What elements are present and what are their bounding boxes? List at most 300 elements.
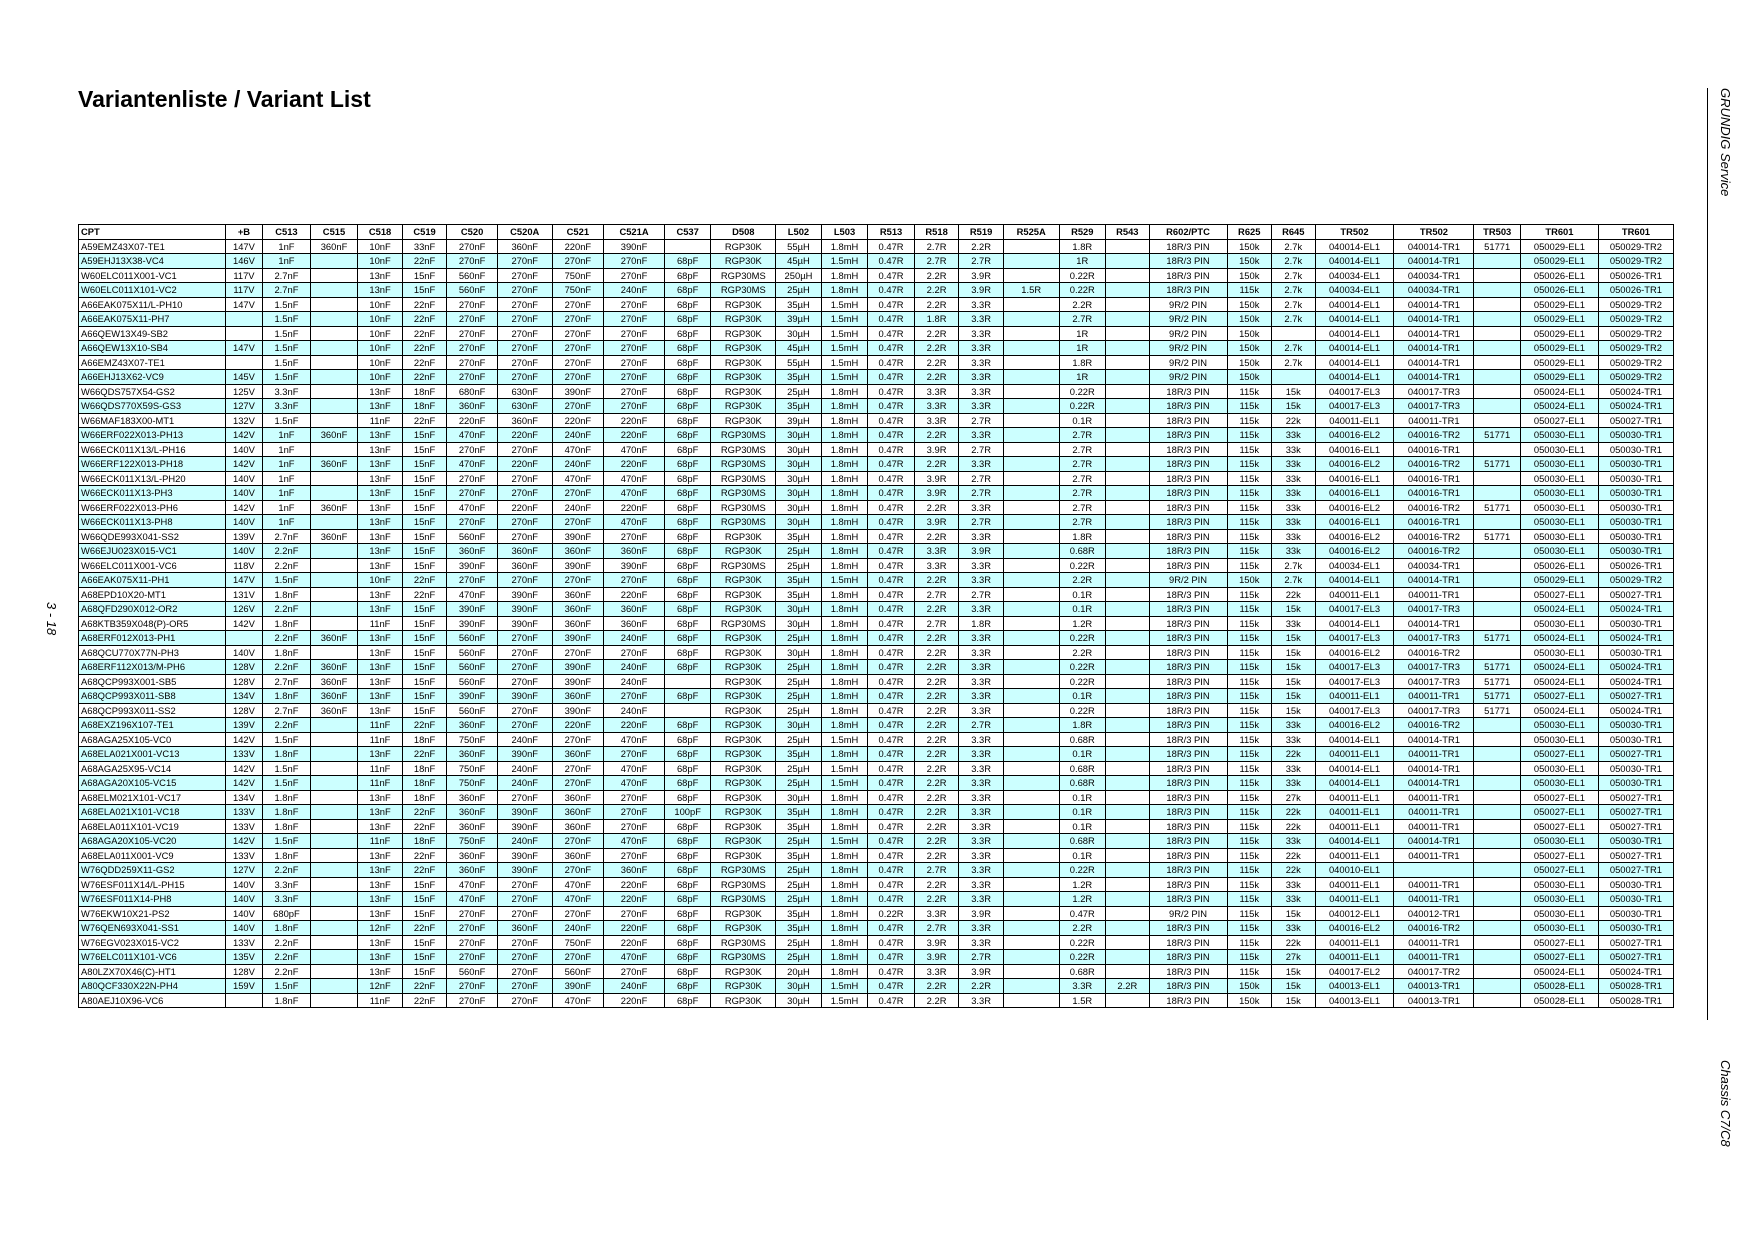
table-cell: 220nF — [604, 413, 665, 428]
table-cell: 050030-EL1 — [1520, 892, 1598, 907]
table-cell: 270nF — [447, 906, 498, 921]
table-cell: 150k — [1227, 312, 1272, 327]
table-cell: 040016-TR2 — [1394, 457, 1474, 472]
table-cell: 270nF — [497, 950, 552, 965]
table-row — [79, 428, 1674, 443]
table-cell — [664, 674, 711, 689]
table-cell: 115k — [1227, 747, 1272, 762]
table-cell: 2.7nF — [263, 529, 311, 544]
table-cell — [1003, 906, 1059, 921]
table-cell: 22nF — [402, 921, 447, 936]
table-row — [79, 993, 1674, 1008]
table-cell: 150k — [1227, 370, 1272, 385]
table-cell: 68pF — [664, 384, 711, 399]
table-cell: 240nF — [604, 979, 665, 994]
table-cell: 30µH — [776, 515, 822, 530]
table-cell — [1474, 993, 1521, 1008]
table-cell: 270nF — [497, 631, 552, 646]
table-cell: 270nF — [497, 718, 552, 733]
table-cell: 560nF — [447, 645, 498, 660]
margin-rule — [1707, 88, 1708, 1020]
table-cell: RGP30K — [711, 326, 776, 341]
table-cell: 51771 — [1474, 428, 1521, 443]
table-cell: 3.3R — [959, 776, 1004, 791]
table-cell: 0.47R — [868, 950, 915, 965]
table-cell — [1106, 906, 1150, 921]
table-cell: 470nF — [447, 457, 498, 472]
table-cell: 25µH — [776, 892, 822, 907]
table-cell: 040016-EL2 — [1315, 921, 1394, 936]
table-cell: RGP30K — [711, 776, 776, 791]
table-cell: 0.47R — [868, 645, 915, 660]
table-cell — [310, 544, 358, 559]
table-cell: 050030-EL1 — [1520, 442, 1598, 457]
table-cell — [1474, 877, 1521, 892]
table-cell — [1003, 645, 1059, 660]
table-cell: RGP30K — [711, 239, 776, 254]
table-cell: 360nF — [497, 413, 552, 428]
table-cell: 0.47R — [868, 674, 915, 689]
table-cell: 150k — [1227, 254, 1272, 269]
table-cell: 1.8mH — [821, 921, 868, 936]
table-cell: 15nF — [402, 660, 447, 675]
table-cell: 13nF — [358, 703, 403, 718]
table-cell: 270nF — [497, 312, 552, 327]
table-cell: 15k — [1272, 399, 1316, 414]
table-cell: 040011-EL1 — [1315, 950, 1394, 965]
table-cell: 050030-TR1 — [1598, 442, 1673, 457]
table-cell — [1003, 558, 1059, 573]
table-cell — [1106, 355, 1150, 370]
table-cell: 18nF — [402, 384, 447, 399]
table-cell: 18R/3 PIN — [1149, 703, 1227, 718]
table-cell: 470nF — [552, 442, 604, 457]
table-cell — [310, 602, 358, 617]
table-cell: 0.1R — [1059, 602, 1106, 617]
table-cell: 240nF — [604, 660, 665, 675]
table-cell: 270nF — [604, 326, 665, 341]
table-cell: 13nF — [358, 674, 403, 689]
table-cell: 050030-EL1 — [1520, 877, 1598, 892]
table-cell: 050027-EL1 — [1520, 819, 1598, 834]
table-cell: 2.7nF — [263, 268, 311, 283]
table-cell: 040016-EL2 — [1315, 529, 1394, 544]
table-cell: 040011-EL1 — [1315, 892, 1394, 907]
table-cell: 0.47R — [868, 529, 915, 544]
table-cell: 150k — [1227, 239, 1272, 254]
page-number: 3 - 18 — [44, 602, 59, 636]
table-cell: 040011-TR1 — [1394, 848, 1474, 863]
table-cell — [1003, 718, 1059, 733]
table-cell: 30µH — [776, 645, 822, 660]
table-cell: 2.2R — [1059, 297, 1106, 312]
table-cell: 133V — [225, 935, 262, 950]
table-cell: 18nF — [402, 399, 447, 414]
table-cell: RGP30K — [711, 703, 776, 718]
table-cell: 68pF — [664, 747, 711, 762]
table-cell: 040016-EL2 — [1315, 718, 1394, 733]
cpt-cell: A68ERF112X013/M-PH6 — [79, 660, 226, 675]
table-cell: 1.8nF — [263, 645, 311, 660]
table-cell: 68pF — [664, 428, 711, 443]
table-row — [79, 471, 1674, 486]
table-cell: 040011-EL1 — [1315, 935, 1394, 950]
table-cell: 68pF — [664, 761, 711, 776]
table-cell: 390nF — [497, 819, 552, 834]
table-cell: 360nF — [552, 616, 604, 631]
table-cell: 1.8mH — [821, 602, 868, 617]
table-cell — [1474, 819, 1521, 834]
table-cell: 220nF — [447, 413, 498, 428]
table-cell: 13nF — [358, 268, 403, 283]
table-cell: 390nF — [447, 558, 498, 573]
table-cell: 040011-TR1 — [1394, 877, 1474, 892]
table-cell: 360nF — [552, 602, 604, 617]
table-cell: 68pF — [664, 471, 711, 486]
table-cell: 1nF — [263, 457, 311, 472]
table-cell: 147V — [225, 573, 262, 588]
table-cell: 115k — [1227, 399, 1272, 414]
table-cell: 35µH — [776, 529, 822, 544]
table-cell: 10nF — [358, 370, 403, 385]
table-cell: 115k — [1227, 863, 1272, 878]
table-cell: 040014-EL1 — [1315, 239, 1394, 254]
table-cell — [1003, 848, 1059, 863]
table-cell: 142V — [225, 457, 262, 472]
cpt-cell: A80LZX70X46(C)-HT1 — [79, 964, 226, 979]
table-cell: RGP30K — [711, 413, 776, 428]
table-cell: 050030-EL1 — [1520, 616, 1598, 631]
table-row — [79, 834, 1674, 849]
table-cell — [1474, 399, 1521, 414]
table-cell: 050027-EL1 — [1520, 935, 1598, 950]
table-cell: 270nF — [552, 355, 604, 370]
table-cell: 0.1R — [1059, 805, 1106, 820]
table-cell: 115k — [1227, 935, 1272, 950]
table-cell: 18R/3 PIN — [1149, 718, 1227, 733]
table-cell: 68pF — [664, 558, 711, 573]
table-cell — [1003, 964, 1059, 979]
table-cell: 142V — [225, 834, 262, 849]
table-cell: 1.5mH — [821, 776, 868, 791]
table-cell: 1.8mH — [821, 399, 868, 414]
table-cell: 470nF — [604, 471, 665, 486]
table-cell: RGP30K — [711, 747, 776, 762]
table-cell: 1nF — [263, 515, 311, 530]
table-cell: 390nF — [447, 616, 498, 631]
table-cell: 270nF — [552, 950, 604, 965]
table-cell: 0.1R — [1059, 587, 1106, 602]
table-cell — [310, 413, 358, 428]
table-cell: 270nF — [604, 747, 665, 762]
table-cell — [310, 616, 358, 631]
table-cell: 270nF — [604, 341, 665, 356]
table-cell: 68pF — [664, 341, 711, 356]
table-cell — [1474, 732, 1521, 747]
table-row — [79, 964, 1674, 979]
table-cell — [1106, 790, 1150, 805]
table-cell: 0.47R — [868, 355, 915, 370]
table-cell: 15nF — [402, 529, 447, 544]
table-cell: 0.47R — [868, 761, 915, 776]
table-cell: 270nF — [604, 384, 665, 399]
table-cell: 0.47R — [868, 500, 915, 515]
table-cell: 18R/3 PIN — [1149, 631, 1227, 646]
table-cell — [1474, 645, 1521, 660]
table-cell: 1.5nF — [263, 979, 311, 994]
table-cell: 050029-TR2 — [1598, 573, 1673, 588]
table-cell: 25µH — [776, 283, 822, 298]
table-cell — [1106, 544, 1150, 559]
table-cell: 0.47R — [868, 399, 915, 414]
table-cell: 1.8mH — [821, 790, 868, 805]
table-cell: 1.8mH — [821, 428, 868, 443]
table-cell: 0.22R — [1059, 935, 1106, 950]
table-cell — [1003, 660, 1059, 675]
table-cell: 18R/3 PIN — [1149, 993, 1227, 1008]
table-cell: 0.47R — [868, 341, 915, 356]
table-cell: 68pF — [664, 268, 711, 283]
table-cell: 1.8R — [1059, 718, 1106, 733]
table-cell: 0.47R — [868, 544, 915, 559]
table-cell: 15nF — [402, 500, 447, 515]
table-cell: 1.8nF — [263, 616, 311, 631]
table-cell: 30µH — [776, 616, 822, 631]
table-cell: 115k — [1227, 906, 1272, 921]
table-cell: 3.3R — [959, 747, 1004, 762]
table-cell: 35µH — [776, 906, 822, 921]
cpt-cell: A68AGA20X105-VC15 — [79, 776, 226, 791]
table-cell: 040011-TR1 — [1394, 413, 1474, 428]
table-cell: 3.3R — [959, 921, 1004, 936]
table-cell — [1474, 964, 1521, 979]
table-cell: 0.1R — [1059, 689, 1106, 704]
table-cell — [1106, 805, 1150, 820]
table-cell: 51771 — [1474, 500, 1521, 515]
table-cell: 51771 — [1474, 660, 1521, 675]
table-cell: 040012-TR1 — [1394, 906, 1474, 921]
table-cell: 68pF — [664, 848, 711, 863]
table-cell: 040016-TR2 — [1394, 544, 1474, 559]
table-cell: 1.8mH — [821, 457, 868, 472]
table-cell: 128V — [225, 674, 262, 689]
table-cell: 270nF — [497, 326, 552, 341]
table-cell: 0.47R — [868, 297, 915, 312]
table-cell: 360nF — [552, 805, 604, 820]
table-cell: 3.3R — [959, 834, 1004, 849]
table-cell: 15k — [1272, 631, 1316, 646]
table-cell: 240nF — [497, 776, 552, 791]
table-cell — [1474, 921, 1521, 936]
table-row — [79, 500, 1674, 515]
table-cell: 2.2R — [959, 979, 1004, 994]
table-cell: 22nF — [402, 573, 447, 588]
table-cell: 15nF — [402, 471, 447, 486]
table-cell: 390nF — [497, 689, 552, 704]
table-cell: 142V — [225, 616, 262, 631]
table-cell: 33k — [1272, 471, 1316, 486]
table-cell: 0.47R — [868, 660, 915, 675]
table-cell: 1nF — [263, 428, 311, 443]
table-cell: 22nF — [402, 326, 447, 341]
table-cell: 0.47R — [868, 877, 915, 892]
table-cell: 1.8nF — [263, 993, 311, 1008]
table-cell: 0.47R — [868, 370, 915, 385]
table-cell: 2.2R — [1059, 645, 1106, 660]
table-cell: 050024-TR1 — [1598, 674, 1673, 689]
table-cell: 68pF — [664, 689, 711, 704]
table-cell: 147V — [225, 341, 262, 356]
table-cell: 270nF — [497, 529, 552, 544]
table-cell: 9R/2 PIN — [1149, 573, 1227, 588]
table-cell: 270nF — [497, 283, 552, 298]
table-cell — [1106, 776, 1150, 791]
table-cell: 30µH — [776, 457, 822, 472]
table-cell: 270nF — [447, 341, 498, 356]
table-cell: 2.7R — [1059, 486, 1106, 501]
table-cell: 270nF — [497, 471, 552, 486]
table-cell — [1003, 993, 1059, 1008]
table-cell — [1474, 892, 1521, 907]
table-cell — [310, 587, 358, 602]
table-cell: 0.47R — [868, 587, 915, 602]
table-cell: 1.8R — [1059, 529, 1106, 544]
table-cell — [1474, 370, 1521, 385]
table-cell: 040016-TR2 — [1394, 718, 1474, 733]
table-cell: 1.8mH — [821, 544, 868, 559]
table-cell: 133V — [225, 747, 262, 762]
table-cell: 1R — [1059, 341, 1106, 356]
table-cell: 360nF — [310, 500, 358, 515]
table-cell: 150k — [1227, 573, 1272, 588]
table-cell: 3.3R — [959, 457, 1004, 472]
table-cell: 13nF — [358, 964, 403, 979]
cpt-cell: A68QCP993X011-SB8 — [79, 689, 226, 704]
table-cell: RGP30K — [711, 355, 776, 370]
table-cell: 360nF — [447, 544, 498, 559]
table-cell — [1106, 950, 1150, 965]
table-cell: 360nF — [447, 790, 498, 805]
table-cell — [1003, 689, 1059, 704]
table-cell: 050030-TR1 — [1598, 921, 1673, 936]
table-cell — [1474, 602, 1521, 617]
table-cell — [1003, 515, 1059, 530]
table-cell: 18R/3 PIN — [1149, 863, 1227, 878]
table-cell: 2.2R — [1059, 573, 1106, 588]
table-cell: 68pF — [664, 544, 711, 559]
table-cell: 3.3R — [959, 877, 1004, 892]
table-cell: 2.2R — [914, 979, 959, 994]
brand-label: GRUNDIG Service — [1718, 88, 1733, 197]
table-cell: 1.5mH — [821, 355, 868, 370]
table-cell — [1106, 834, 1150, 849]
table-cell: 13nF — [358, 558, 403, 573]
table-cell: 0.47R — [868, 935, 915, 950]
table-cell: 15nF — [402, 906, 447, 921]
table-cell: 33k — [1272, 457, 1316, 472]
table-cell: 35µH — [776, 747, 822, 762]
table-cell: 050026-EL1 — [1520, 268, 1598, 283]
table-cell: 040017-TR3 — [1394, 703, 1474, 718]
table-cell: RGP30K — [711, 587, 776, 602]
table-cell — [1106, 239, 1150, 254]
table-cell: 27k — [1272, 950, 1316, 965]
table-cell — [310, 515, 358, 530]
table-cell: 68pF — [664, 906, 711, 921]
table-cell: 050024-EL1 — [1520, 964, 1598, 979]
table-cell: 360nF — [604, 616, 665, 631]
table-cell: 33k — [1272, 616, 1316, 631]
table-cell: 040016-EL2 — [1315, 500, 1394, 515]
table-cell — [1003, 326, 1059, 341]
table-cell: RGP30K — [711, 573, 776, 588]
table-cell: 15nF — [402, 544, 447, 559]
table-cell: 040016-EL2 — [1315, 544, 1394, 559]
table-cell: 115k — [1227, 544, 1272, 559]
table-cell: 35µH — [776, 848, 822, 863]
table-cell: 33k — [1272, 834, 1316, 849]
table-cell: 390nF — [497, 863, 552, 878]
table-cell: 040014-TR1 — [1394, 326, 1474, 341]
table-cell: 470nF — [447, 892, 498, 907]
table-cell: 3.3R — [959, 573, 1004, 588]
table-cell: 18R/3 PIN — [1149, 674, 1227, 689]
table-cell: 040014-EL1 — [1315, 573, 1394, 588]
table-cell: 050027-EL1 — [1520, 805, 1598, 820]
table-cell — [1106, 587, 1150, 602]
table-cell: 390nF — [604, 239, 665, 254]
table-cell: 0.47R — [868, 268, 915, 283]
table-cell: 040034-EL1 — [1315, 268, 1394, 283]
table-cell: 040014-TR1 — [1394, 355, 1474, 370]
table-cell — [310, 863, 358, 878]
table-cell: 2.2nF — [263, 660, 311, 675]
table-cell: 25µH — [776, 863, 822, 878]
cpt-cell: W76QDD259X11-GS2 — [79, 863, 226, 878]
table-header-row — [79, 225, 1674, 240]
table-cell: 33k — [1272, 500, 1316, 515]
table-cell — [310, 950, 358, 965]
table-cell: 050030-EL1 — [1520, 500, 1598, 515]
table-cell: 050028-EL1 — [1520, 993, 1598, 1008]
table-cell: 131V — [225, 587, 262, 602]
table-cell: RGP30MS — [711, 471, 776, 486]
table-cell: 2.7R — [914, 587, 959, 602]
table-cell: 68pF — [664, 529, 711, 544]
table-cell: 040011-EL1 — [1315, 819, 1394, 834]
table-cell: RGP30K — [711, 297, 776, 312]
table-cell: 9R/2 PIN — [1149, 341, 1227, 356]
table-cell: 115k — [1227, 718, 1272, 733]
table-cell: 2.7k — [1272, 239, 1316, 254]
table-cell: 25µH — [776, 950, 822, 965]
table-cell: 2.2R — [914, 500, 959, 515]
table-cell: 2.2R — [914, 703, 959, 718]
table-cell: 2.7R — [914, 921, 959, 936]
table-cell: 18R/3 PIN — [1149, 254, 1227, 269]
table-cell: 270nF — [552, 645, 604, 660]
table-cell: 270nF — [497, 790, 552, 805]
table-cell — [1106, 689, 1150, 704]
table-cell: 040011-TR1 — [1394, 892, 1474, 907]
table-cell: 30µH — [776, 428, 822, 443]
table-cell — [310, 370, 358, 385]
table-cell: 140V — [225, 515, 262, 530]
table-cell: 270nF — [604, 268, 665, 283]
cpt-cell: W66QDE993X041-SS2 — [79, 529, 226, 544]
table-cell — [1474, 341, 1521, 356]
table-cell: 1.8mH — [821, 892, 868, 907]
